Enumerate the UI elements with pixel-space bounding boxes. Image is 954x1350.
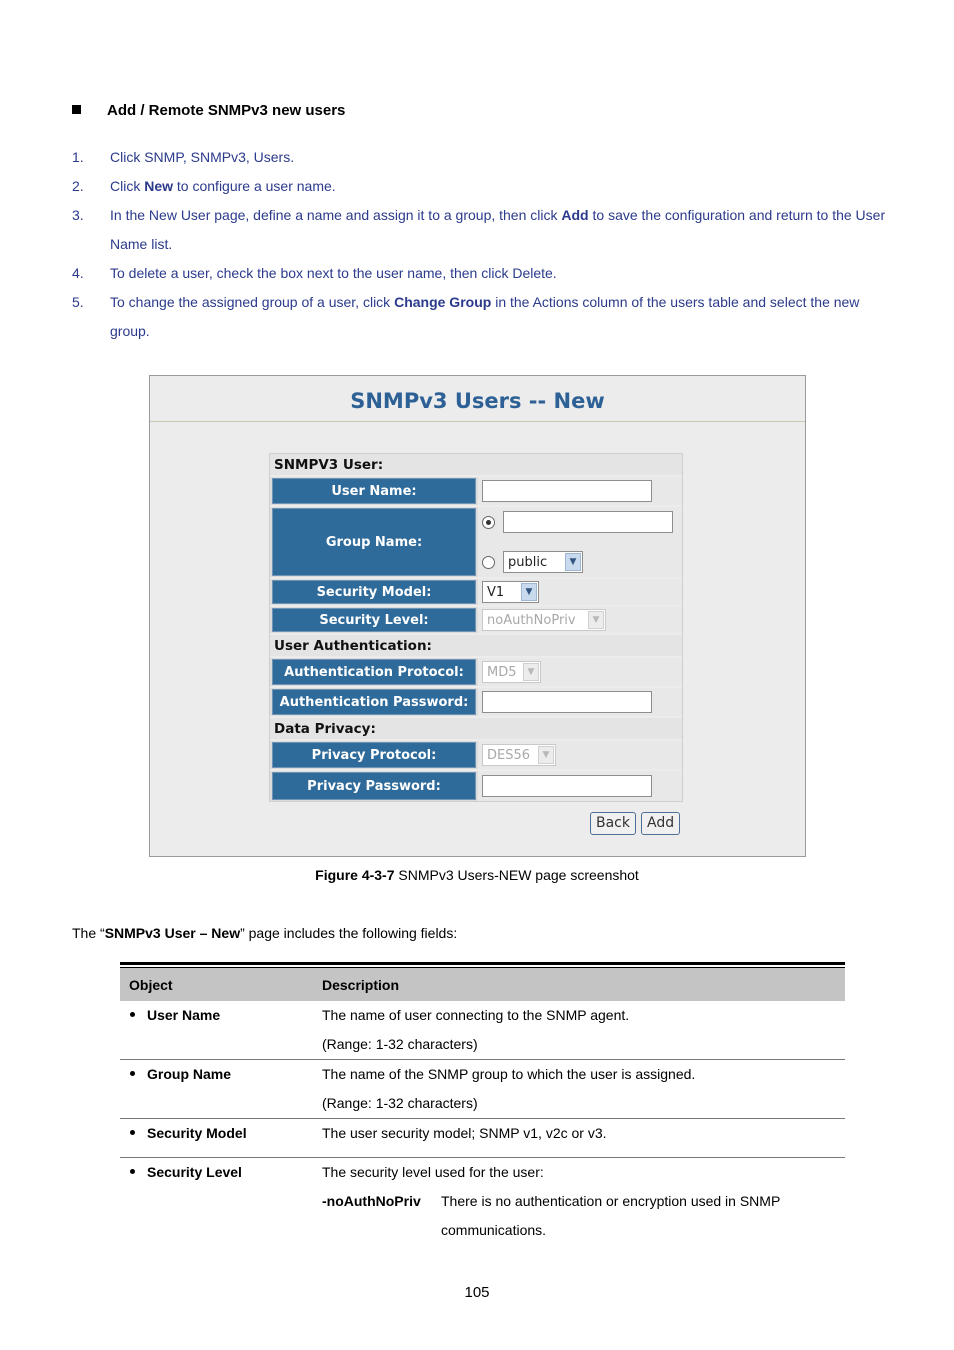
col-object-header: Object: [129, 976, 173, 993]
steps-list: [72, 143, 892, 346]
bullet-icon: [130, 1012, 135, 1017]
security-level-select[interactable]: noAuthNoPriv ▼: [482, 609, 606, 631]
page-number: 105: [464, 1284, 490, 1301]
add-button[interactable]: Add: [641, 812, 680, 835]
auth-password-row: [270, 688, 682, 718]
table-row: User Name The name of user connecting to the SNMP agent. (Range: 1-32 characters): [120, 1001, 845, 1059]
section-snmpv3-user: SNMPV3 User:: [270, 454, 682, 477]
table-row: Security Model The user security model; SNMP v1, v2c or v3.: [120, 1118, 845, 1157]
chevron-down-icon: ▼: [588, 611, 604, 629]
step-item: 2. Click New to configure a user name.: [72, 178, 336, 194]
auth-protocol-label: Authentication Protocol:: [272, 659, 476, 685]
bullet-icon: [130, 1071, 135, 1076]
back-button[interactable]: Back: [590, 812, 636, 835]
security-level-label: Security Level:: [272, 608, 476, 632]
section-heading: Add / Remote SNMPv3 new users: [72, 102, 345, 119]
fields-table: [120, 962, 845, 1249]
chevron-down-icon: ▼: [565, 553, 581, 571]
security-model-select[interactable]: V1 ▼: [482, 581, 539, 603]
new-user-form: [269, 453, 683, 802]
group-select[interactable]: public ▼: [503, 551, 583, 573]
step-item: 3. In the New User page, define a name and assign it to a group, then click Add to save the configuration and return to the User Name list.: [72, 207, 886, 252]
user-name-label: User Name:: [272, 478, 476, 504]
chevron-down-icon: ▼: [538, 746, 554, 764]
group-name-row: [270, 507, 682, 579]
step-item: 4. To delete a user, check the box next to the user name, then click Delete.: [72, 265, 557, 281]
bullet-icon: [130, 1130, 135, 1135]
intro-text: The “SNMPv3 User – New” page includes the following fields:: [72, 925, 458, 941]
privacy-protocol-select[interactable]: DES56 ▼: [482, 744, 556, 766]
bullet-icon: [130, 1169, 135, 1174]
step-item: 5. To change the assigned group of a user, click Change Group in the Actions column of the users table and select the new group.: [72, 294, 860, 339]
privacy-password-row: [270, 771, 682, 801]
group-name-input[interactable]: [503, 511, 673, 533]
auth-protocol-row: [270, 658, 682, 688]
form-buttons: [590, 812, 680, 835]
privacy-protocol-label: Privacy Protocol:: [272, 742, 476, 768]
group-existing-radio[interactable]: [482, 556, 495, 569]
auth-password-label: Authentication Password:: [272, 689, 476, 715]
figure-caption: Figure 4-3-7 SNMPv3 Users-NEW page screenshot: [315, 867, 639, 883]
square-bullet-icon: [72, 105, 81, 114]
chevron-down-icon: ▼: [523, 663, 539, 681]
page-title: SNMPv3 Users -- New: [150, 376, 805, 422]
user-name-input[interactable]: [482, 480, 652, 502]
group-custom-radio[interactable]: [482, 516, 495, 529]
table-row: Security Level The security level used for the user: -noAuthNoPriv There is no authentication or encryption used in SNMP communications.: [120, 1157, 845, 1249]
auth-password-input[interactable]: [482, 691, 652, 713]
security-model-row: [270, 579, 682, 607]
chevron-down-icon: ▼: [521, 583, 537, 601]
privacy-protocol-row: [270, 741, 682, 771]
security-level-row: [270, 607, 682, 635]
section-data-privacy: Data Privacy:: [270, 718, 682, 741]
user-name-row: [270, 477, 682, 507]
auth-protocol-select[interactable]: MD5 ▼: [482, 661, 541, 683]
table-header: [120, 967, 845, 1001]
group-name-label: Group Name:: [272, 508, 476, 576]
section-user-authentication: User Authentication:: [270, 635, 682, 658]
table-row: Group Name The name of the SNMP group to which the user is assigned. (Range: 1-32 characters): [120, 1059, 845, 1118]
security-model-label: Security Model:: [272, 580, 476, 604]
snmpv3-users-new-screenshot: [149, 375, 806, 857]
privacy-password-label: Privacy Password:: [272, 772, 476, 800]
step-item: 1. Click SNMP, SNMPv3, Users.: [72, 149, 295, 165]
col-description-header: Description: [322, 976, 400, 993]
privacy-password-input[interactable]: [482, 775, 652, 797]
